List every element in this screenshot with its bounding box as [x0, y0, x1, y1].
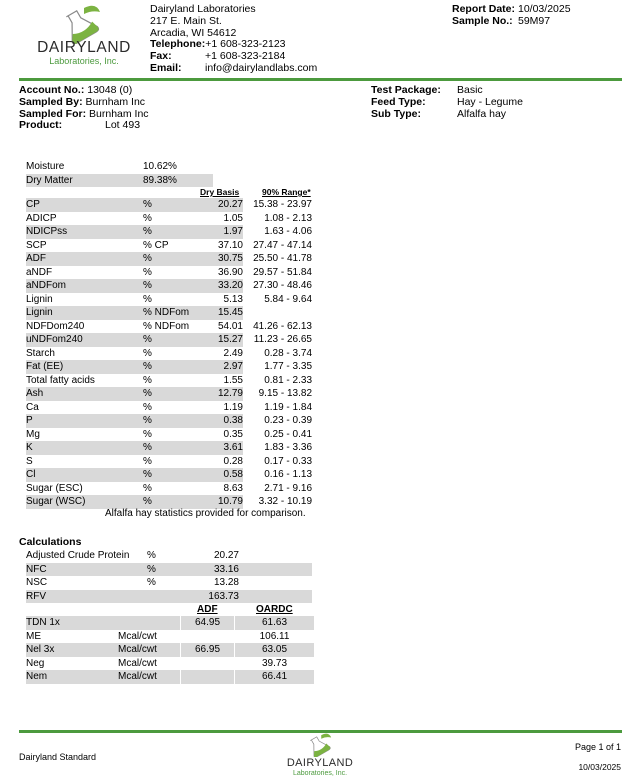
energy-row [26, 643, 314, 657]
nutrient-row [26, 374, 312, 388]
nutrient-value: 0.35 [223, 428, 243, 440]
nutrient-unit: % [143, 293, 152, 305]
account-value: 13048 (0) [87, 84, 133, 96]
nutrient-value: 12.79 [203, 387, 243, 401]
energy-oardc: 61.63 [235, 616, 315, 630]
nutrient-unit: % [143, 482, 152, 494]
nutrient-row [26, 279, 312, 293]
nutrient-range: 2.71 - 9.16 [264, 482, 312, 494]
nutrient-value: 2.97 [203, 360, 243, 374]
energy-name: Neg [26, 657, 45, 669]
nutrient-row [26, 266, 312, 280]
nutrient-name: Lignin [26, 306, 143, 320]
nutrient-name: CP [26, 198, 143, 212]
calc-unit [147, 590, 187, 604]
nutrient-row [26, 414, 312, 428]
sub-type-value: Alfalfa hay [457, 107, 507, 120]
email-label: Email: [150, 61, 182, 74]
calc-spacer [239, 549, 312, 563]
nutrient-value: 30.75 [203, 252, 243, 266]
sample-no-value: 59M97 [518, 14, 551, 27]
nutrient-unit: % [143, 225, 203, 239]
nutrient-range: 5.84 - 9.64 [264, 293, 312, 305]
nutrient-range: 29.57 - 51.84 [253, 266, 312, 278]
nutrient-row [26, 252, 312, 266]
nutrient-range: 0.28 - 3.74 [264, 347, 312, 359]
sample-no-label: Sample No.: [452, 14, 513, 27]
nutrient-unit: % [143, 198, 203, 212]
calc-row [26, 590, 312, 604]
nutrient-row [26, 387, 312, 401]
nutrient-unit: % [143, 414, 203, 428]
nutrient-unit: % [143, 401, 152, 413]
energy-oardc: 66.41 [235, 670, 315, 684]
header-divider [19, 78, 622, 81]
fax-value: +1 608-323-2184 [205, 50, 286, 63]
nutrient-value: 54.01 [217, 320, 243, 332]
report-info [452, 4, 627, 28]
calc-name: NSC [26, 577, 48, 588]
energy-table [26, 616, 314, 684]
nutrient-value: 8.63 [223, 482, 243, 494]
calc-name: Adjusted Crude Protein [26, 550, 130, 561]
nutrient-value: 0.38 [203, 414, 243, 428]
nutrient-unit: % [143, 333, 203, 347]
lab-name: Dairyland Laboratories [150, 3, 256, 15]
calc-name: NFC [26, 563, 147, 577]
energy-unit: Mcal/cwt [118, 657, 157, 669]
footer-brand-name: DAIRYLAND [286, 757, 354, 769]
telephone-label: Telephone: [150, 38, 206, 51]
energy-unit: Mcal/cwt [118, 630, 157, 642]
energy-oardc: 106.11 [235, 630, 315, 644]
nutrient-row [26, 225, 312, 239]
nutrient-value: 15.45 [203, 306, 243, 320]
calc-name: RFV [26, 590, 147, 604]
test-package-value: Basic [457, 84, 483, 96]
nutrient-value: 20.27 [203, 198, 243, 212]
nutrient-name: aNDFom [26, 279, 143, 293]
nutrient-row [26, 198, 312, 212]
nutrient-row [26, 347, 312, 361]
calc-row [26, 563, 312, 577]
range-header: 90% Range* [262, 187, 311, 197]
nutrient-value: 15.27 [203, 333, 243, 347]
nutrient-range: 27.30 - 48.46 [253, 280, 312, 291]
nutrients-header [26, 187, 312, 198]
calc-row [26, 576, 312, 590]
sampled-for-value: Burnham Inc [89, 107, 149, 120]
adf-header: ADF [197, 604, 218, 615]
energy-name: TDN 1x [26, 616, 118, 630]
moisture-label: Moisture [26, 161, 65, 172]
nutrient-name: Total fatty acids [26, 374, 95, 386]
nutrient-name: ADICP [26, 212, 57, 224]
energy-name: ME [26, 630, 41, 642]
energy-oardc: 63.05 [235, 643, 315, 657]
calculations-table [26, 549, 312, 603]
product-label: Product: [19, 119, 63, 132]
nutrient-value: 1.19 [223, 401, 243, 413]
nutrient-row [26, 239, 312, 253]
nutrient-row [26, 455, 312, 469]
nutrient-row [26, 333, 312, 347]
nutrient-range: 1.08 - 2.13 [264, 212, 312, 224]
footer-brand-subtitle: Laboratories, Inc. [292, 770, 348, 777]
feed-type-label: Feed Type: [371, 95, 426, 108]
nutrient-unit: % [143, 441, 203, 455]
oardc-header: OARDC [256, 604, 293, 615]
nutrient-name: K [26, 441, 143, 455]
calc-value: 20.27 [213, 550, 239, 561]
nutrient-name: uNDFom240 [26, 333, 143, 347]
footer-logo [270, 733, 370, 781]
nutrient-name: Cl [26, 468, 143, 482]
moisture-table [26, 160, 213, 187]
nutrient-unit: % NDFom [143, 320, 190, 332]
nutrient-name: S [26, 455, 33, 467]
lab-city: Arcadia, WI 54612 [150, 26, 237, 39]
product-value: Lot 493 [105, 119, 141, 132]
calc-unit: % [147, 563, 187, 577]
nutrient-unit: % [143, 495, 203, 509]
nutrient-unit: % [143, 212, 152, 224]
nutrient-range: 0.17 - 0.33 [264, 455, 312, 467]
nutrient-range: 25.50 - 41.78 [253, 253, 312, 264]
nutrient-unit: % [143, 428, 152, 440]
energy-adf [181, 670, 235, 684]
nutrient-unit: % [143, 279, 203, 293]
calc-value: 163.73 [187, 590, 239, 604]
nutrient-unit: % [143, 374, 152, 386]
sampled-by-value: Burnham Inc [85, 95, 146, 108]
account-label: Account No.: [19, 84, 85, 96]
nutrient-unit: % [143, 455, 152, 467]
calc-unit: % [147, 577, 156, 588]
nutrient-name: aNDF [26, 266, 53, 278]
energy-unit: Mcal/cwt [118, 670, 181, 684]
nutrient-name: Starch [26, 347, 55, 359]
nutrient-name: P [26, 414, 143, 428]
sub-type-label: Sub Type: [371, 107, 421, 120]
nutrient-unit: % [143, 252, 203, 266]
nutrient-name: Fat (EE) [26, 360, 143, 374]
nutrient-value: 2.49 [223, 347, 243, 359]
nutrient-name: Lignin [26, 293, 53, 305]
nutrient-range: 1.63 - 4.06 [264, 226, 312, 237]
flask-icon [26, 4, 138, 44]
nutrient-range: 0.81 - 2.33 [264, 374, 312, 386]
dry-basis-header: Dry Basis [200, 187, 240, 197]
calc-spacer [239, 576, 312, 590]
energy-name: Nel 3x [26, 643, 118, 657]
nutrient-range: 1.77 - 3.35 [264, 361, 312, 372]
nutrient-value: 5.13 [223, 293, 243, 305]
nutrient-row [26, 482, 312, 496]
nutrient-range: 0.23 - 0.39 [264, 415, 312, 426]
lab-street: 217 E. Main St. [150, 14, 222, 27]
lab-address [150, 4, 390, 75]
nutrient-value: 10.79 [203, 495, 243, 509]
brand-subtitle: Laboratories, Inc. [49, 56, 119, 66]
test-info [371, 85, 621, 120]
nutrient-row [26, 468, 312, 482]
nutrient-unit: % [143, 387, 203, 401]
nutrient-range: 27.47 - 47.14 [253, 239, 312, 251]
nutrient-unit: % [143, 266, 152, 278]
nutrient-row [26, 428, 312, 442]
energy-row [26, 616, 314, 630]
nutrient-value: 0.58 [203, 468, 243, 482]
nutrient-range: 41.26 - 62.13 [253, 320, 312, 332]
report-date-label: Report Date: [452, 3, 516, 15]
nutrient-row [26, 360, 312, 374]
telephone-value: +1 608-323-2123 [205, 38, 286, 51]
energy-unit [118, 616, 181, 630]
account-info [19, 85, 319, 132]
nutrient-range: 1.19 - 1.84 [264, 401, 312, 413]
sampled-for-label: Sampled For: [19, 107, 87, 120]
nutrient-unit: % [143, 347, 152, 359]
energy-adf [181, 657, 235, 671]
moisture-value: 10.62% [143, 161, 177, 172]
calculations-title: Calculations [19, 536, 82, 548]
sampled-by-label: Sampled By: [19, 95, 83, 108]
nutrient-value: 1.97 [203, 225, 243, 239]
dry-matter-value: 89.38% [143, 174, 213, 188]
dry-matter-label: Dry Matter [26, 174, 143, 188]
energy-name: Nem [26, 670, 118, 684]
nutrient-row [26, 495, 312, 509]
nutrient-row [26, 320, 312, 334]
nutrient-value: 0.28 [223, 455, 243, 467]
nutrient-row [26, 401, 312, 415]
nutrient-row [26, 212, 312, 226]
test-package-label: Test Package: [371, 84, 441, 96]
calc-unit: % [147, 550, 156, 561]
footer-date: 10/03/2025 [578, 762, 621, 772]
energy-adf [181, 630, 235, 644]
calc-spacer [239, 563, 312, 577]
nutrient-value: 3.61 [203, 441, 243, 455]
page-number: Page 1 of 1 [574, 742, 621, 752]
nutrient-range: 11.23 - 26.65 [253, 334, 312, 345]
nutrient-table [26, 198, 312, 509]
nutrient-range [243, 306, 312, 320]
brand-name: DAIRYLAND [37, 39, 131, 56]
nutrient-row [26, 293, 312, 307]
energy-row [26, 630, 314, 644]
dry-matter-row [26, 174, 213, 188]
feed-type-value: Hay - Legume [457, 95, 523, 108]
nutrient-unit: % [143, 468, 203, 482]
nutrient-range: 15.38 - 23.97 [253, 199, 312, 210]
nutrient-range: 0.16 - 1.13 [264, 469, 312, 480]
lab-logo [26, 4, 138, 70]
nutrient-value: 1.55 [223, 374, 243, 386]
nutrient-name: Ash [26, 387, 143, 401]
report-date-value: 10/03/2025 [518, 3, 571, 15]
nutrient-unit: % NDFom [143, 306, 203, 320]
nutrient-range: 9.15 - 13.82 [258, 388, 312, 399]
energy-row [26, 670, 314, 684]
nutrient-value: 33.20 [203, 279, 243, 293]
nutrient-name: Sugar (WSC) [26, 495, 143, 509]
footer-left: Dairyland Standard [19, 752, 97, 762]
nutrient-range: 1.83 - 3.36 [264, 442, 312, 453]
calc-value: 33.16 [187, 563, 239, 577]
energy-unit: Mcal/cwt [118, 643, 181, 657]
calc-spacer [239, 590, 312, 604]
fax-label: Fax: [150, 50, 172, 63]
nutrient-value: 36.90 [217, 266, 243, 278]
calc-value: 13.28 [213, 577, 239, 588]
nutrient-name: NDFDom240 [26, 320, 85, 332]
nutrient-unit: % CP [143, 239, 169, 251]
nutrient-unit: % [143, 360, 203, 374]
energy-adf: 66.95 [181, 643, 235, 657]
nutrient-value: 37.10 [217, 239, 243, 251]
nutrient-row [26, 306, 312, 320]
nutrient-name: Sugar (ESC) [26, 482, 83, 494]
calc-row [26, 549, 312, 563]
flask-icon [270, 733, 370, 757]
email-value: info@dairylandlabs.com [205, 61, 318, 74]
energy-row [26, 657, 314, 671]
nutrient-name: Ca [26, 401, 39, 413]
nutrient-name: Mg [26, 428, 40, 440]
nutrient-range: 0.25 - 0.41 [264, 428, 312, 440]
moisture-row [26, 160, 213, 174]
nutrient-range: 3.32 - 10.19 [258, 496, 312, 507]
nutrient-row [26, 441, 312, 455]
nutrient-value: 1.05 [223, 212, 243, 224]
energy-adf: 64.95 [181, 616, 235, 630]
energy-header [26, 604, 312, 616]
nutrient-name: ADF [26, 252, 143, 266]
stats-note: Alfalfa hay statistics provided for comparison. [105, 508, 306, 519]
energy-oardc: 39.73 [235, 657, 315, 671]
nutrient-name: SCP [26, 239, 47, 251]
nutrient-name: NDICPss [26, 225, 143, 239]
